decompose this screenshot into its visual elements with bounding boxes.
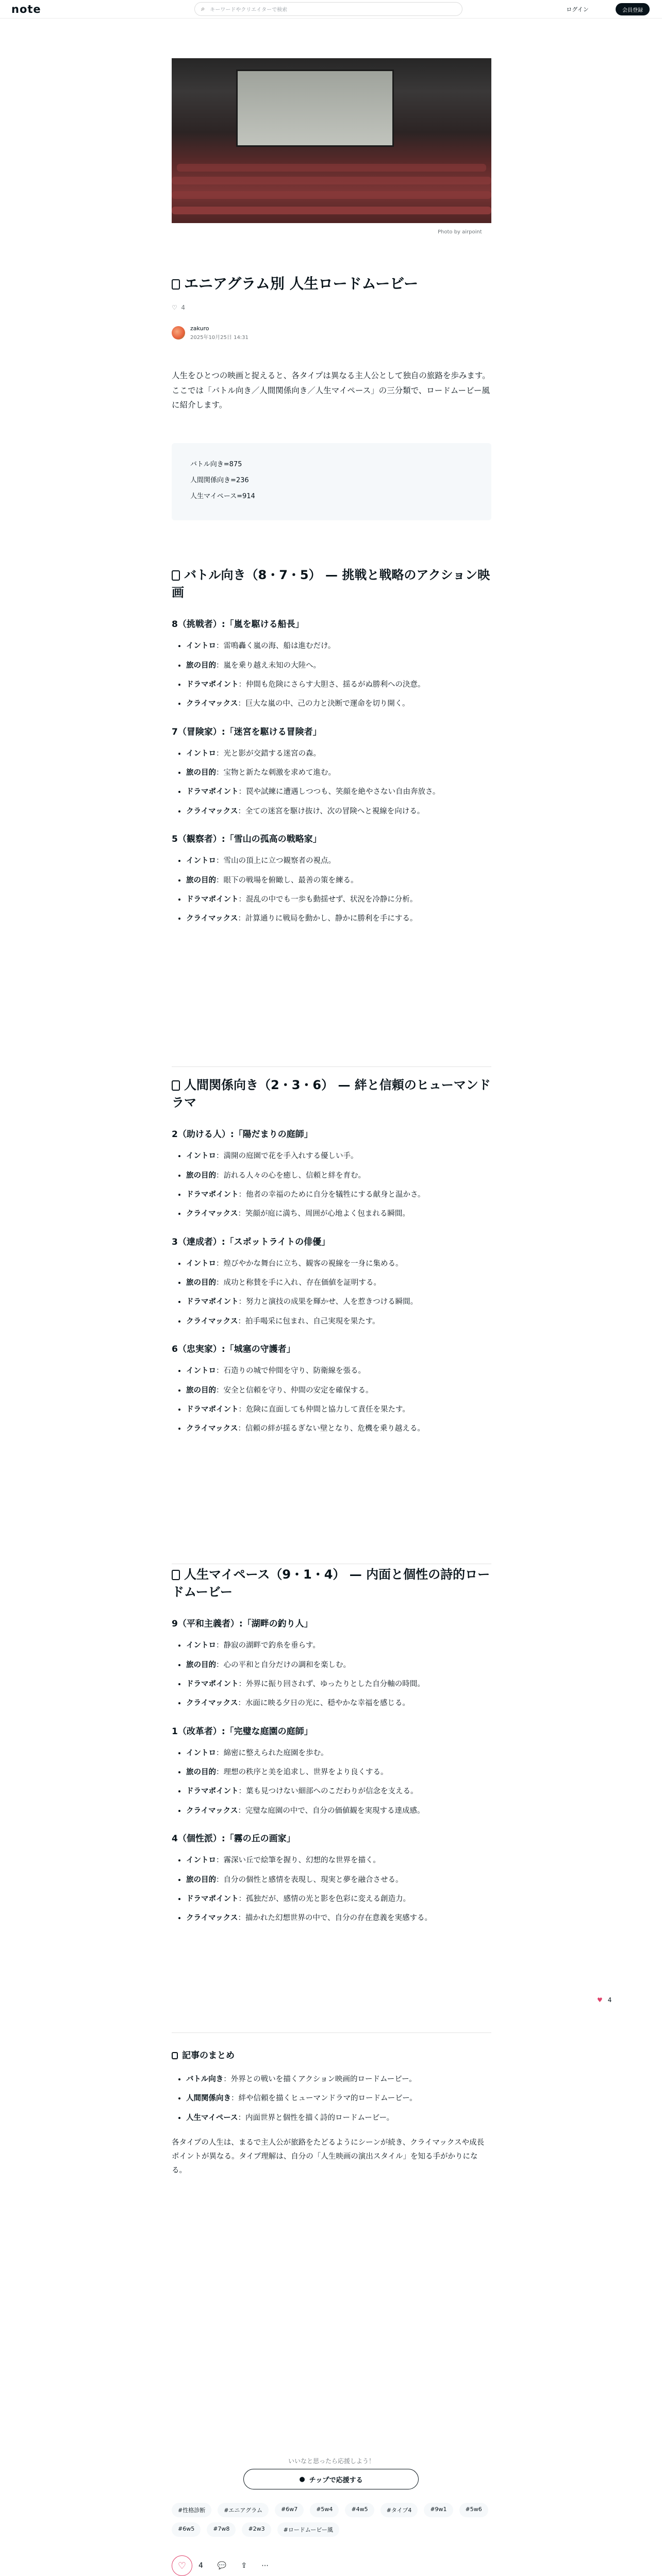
list-item: • クライマックス：計算通りに戦局を動かし、静かに勝利を手にする。 [186, 912, 491, 925]
search-input[interactable] [194, 2, 462, 16]
tip-button[interactable]: ● チップで応援する [243, 2469, 419, 2489]
type-heading: 5（観察者）:「雪山の孤高の戦略家」 [172, 834, 322, 845]
tag-chip[interactable]: #5w6 [459, 2503, 488, 2517]
type-heading: 3（達成者）:「スポットライトの俳優」 [172, 1236, 330, 1247]
article-icon [172, 279, 180, 290]
note-logo[interactable]: note [11, 3, 41, 15]
list-item: • 旅の目的：眼下の戦場を俯瞰し、最善の策を練る。 [186, 874, 491, 887]
action-bar [172, 2555, 491, 2576]
signup-button[interactable]: 会員登録 [616, 3, 650, 15]
section-relationship [172, 1077, 491, 1449]
tip-icon: ● [299, 2475, 305, 2483]
list-item: • クライマックス：完璧な庭園の中で、自分の価値観を実現する達成感。 [186, 1805, 491, 1818]
section-heading: バトル向き（8・7・5） — 挑戦と戦略のアクション映画 [172, 568, 490, 600]
photo-credit: Photo by airpoint [438, 229, 482, 235]
tag-chip[interactable]: #7w8 [207, 2522, 236, 2537]
list-item: • 旅の目的：訪れる人々の心を癒し、信頼と絆を育む。 [186, 1170, 491, 1182]
list-item: • 人間関係向き：絆や信頼を描くヒューマンドラマ的ロードムービー。 [186, 2092, 491, 2105]
author-name[interactable]: zakuro [190, 325, 209, 332]
list-item: • イントロ：綿密に整えられた庭園を歩む。 [186, 1747, 491, 1760]
list-item: • 旅の目的：安全と信頼を守り、仲間の安定を確保する。 [186, 1384, 491, 1397]
heart-icon[interactable]: ♥ [597, 1996, 603, 2004]
list-item: • イントロ：静寂の湖畔で釣糸を垂らす。 [186, 1639, 491, 1652]
list-item: • 旅の目的：自分の個性と感情を表現し、現実と夢を融合させる。 [186, 1874, 491, 1887]
list-item: • ドラマポイント：罠や試練に遭遇しつつも、笑顔を絶やさない自由奔放さ。 [186, 786, 491, 799]
type-heading: 1（改革者）:「完璧な庭園の庭師」 [172, 1726, 313, 1737]
list-item: • クライマックス：巨大な嵐の中、己の力と決断で運命を切り開く。 [186, 698, 491, 710]
list-item: • ドラマポイント：混乱の中でも一歩も動揺せず、状況を冷静に分析。 [186, 893, 491, 906]
type-heading: 6（忠実家）:「城塞の守護者」 [172, 1344, 295, 1355]
list-item: • 旅の目的：宝物と新たな刺激を求めて進む。 [186, 767, 491, 779]
list-item: • ドラマポイント：葉も見つけない細部へのこだわりが信念を支える。 [186, 1785, 491, 1798]
divider [172, 2032, 491, 2033]
section-heading: 人生マイペース（9・1・4） — 内面と個性の詩的ロードムービー [172, 1567, 490, 1599]
list-item: • クライマックス：描かれた幻想世界の中で、自分の存在意義を実感する。 [186, 1912, 491, 1925]
list-item: • イントロ：煌びやかな舞台に立ち、観客の視線を一身に集める。 [186, 1258, 491, 1270]
list-item: • ドラマポイント：努力と演技の成果を輝かせ、人を惹きつける瞬間。 [186, 1296, 491, 1309]
type-heading: 7（冒険家）:「迷宮を駆ける冒険者」 [172, 726, 322, 737]
tag-chip[interactable]: #エニアグラム [218, 2503, 269, 2517]
list-item: • クライマックス：水面に映る夕日の光に、穏やかな幸福を感じる。 [186, 1697, 491, 1710]
avatar[interactable] [172, 326, 185, 340]
list-item: • クライマックス：笑顔が庭に満ち、周囲が心地よく包まれる瞬間。 [186, 1208, 491, 1221]
summary-line: 人間関係向き=236 [190, 477, 249, 485]
list-item: • ドラマポイント：他者の幸福のために自分を犠牲にする献身と温かさ。 [186, 1189, 491, 1201]
tag-chip[interactable]: #5w4 [310, 2503, 339, 2517]
type-heading: 4（個性派）:「霧の丘の画家」 [172, 1834, 295, 1844]
list-item: • イントロ：石造りの城で仲間を守り、防衛線を張る。 [186, 1365, 491, 1378]
list-item: • ドラマポイント：外界に振り回されず、ゆったりとした自分軸の時間。 [186, 1678, 491, 1691]
tag-chip[interactable]: #2w3 [242, 2522, 271, 2537]
list-item: • 人生マイペース：内面世界と個性を描く詩的ロードムービー。 [186, 2112, 491, 2125]
publish-date: 2025年10月25日 14:31 [190, 335, 249, 341]
matome-closing: 各タイプの人生は、まるで主人公が旅路をたどるようにシーンが続き、クライマックスや成長ポイントが異なる。タイプ理解は、自分の「人生映画の演出スタイル」を知る手がかりになる。 [172, 2139, 485, 2175]
type-heading: 2（助ける人）:「陽だまりの庭師」 [172, 1129, 313, 1140]
summary-line: バトル向き=875 [190, 461, 242, 468]
list-item: • ドラマポイント：仲間も危険にさらす大胆さ、揺るがぬ勝利への決意。 [186, 679, 491, 691]
list-item: • 旅の目的：成功と称賛を手に入れ、存在価値を証明する。 [186, 1277, 491, 1290]
tag-chip[interactable]: #タイプ4 [380, 2503, 418, 2517]
section-battle [172, 567, 491, 939]
top-bar [0, 0, 662, 19]
hero-image [172, 58, 491, 223]
like-button[interactable]: ♡ [172, 2555, 192, 2576]
list-item: • ドラマポイント：孤独だが、感情の光と影を色彩に変える創造力。 [186, 1893, 491, 1906]
list-item: • バトル向き：外界との戦いを描くアクション映画的ロードムービー。 [186, 2073, 491, 2086]
list-item: • 旅の目的：理想の秩序と美を追求し、世界をより良くする。 [186, 1766, 491, 1779]
support-prompt: いいなと思ったら応援しよう！ [288, 2458, 375, 2465]
section-heading: 人間関係向き（2・3・6） — 絆と信頼のヒューマンドラマ [172, 1078, 491, 1110]
more-icon[interactable]: ⋯ [261, 2562, 269, 2570]
comment-icon[interactable]: 💬 [217, 2562, 227, 2570]
matome-heading: 記事のまとめ [172, 2048, 491, 2061]
summary-line: 人生マイペース=914 [190, 493, 255, 501]
divider [172, 1066, 491, 1067]
summary-box [172, 443, 491, 520]
section-mypace [172, 1566, 491, 1939]
type-heading: 9（平和主義者）:「湖畔の釣り人」 [172, 1619, 313, 1630]
tag-chip[interactable]: #9w1 [424, 2503, 453, 2517]
tag-chip[interactable]: #6w7 [275, 2503, 304, 2517]
list-item: • クライマックス：全ての迷宮を駆け抜け、次の冒険へと視線を向ける。 [186, 805, 491, 818]
like-count: 4 [198, 2562, 203, 2570]
author-block[interactable] [172, 323, 249, 343]
floating-like[interactable] [597, 1996, 611, 2004]
share-icon[interactable]: ⇪ [241, 2562, 247, 2570]
list-item: • ドラマポイント：危険に直面しても仲間と協力して責任を果たす。 [186, 1403, 491, 1416]
list-item: • クライマックス：信頼の絆が揺るぎない壁となり、危機を乗り越える。 [186, 1422, 491, 1435]
tag-chip[interactable]: #性格診断 [172, 2503, 211, 2517]
tag-list [172, 2503, 491, 2537]
article-title: エニアグラム別 人生ロードムービー [172, 275, 491, 293]
tag-chip[interactable]: #4w5 [345, 2503, 374, 2517]
list-item: • イントロ：霧深い丘で絵筆を握り、幻想的な世界を描く。 [186, 1854, 491, 1867]
intro-paragraph: 人生をひとつの映画と捉えると、各タイプは異なる主人公として独自の旅路を歩みます。ここでは「バトル向き／人間関係向き／人生マイペース」の三分類で、ロードムービー風に紹介します。 [172, 371, 490, 410]
list-item: • イントロ：満開の庭園で花を手入れする優しい手。 [186, 1150, 491, 1163]
list-item: • クライマックス：拍手喝采に包まれ、自己実現を果たす。 [186, 1315, 491, 1328]
type-heading: 8（挑戦者）:「嵐を駆ける船長」 [172, 619, 304, 630]
search-placeholder: キーワードやクリエイターで検索 [210, 7, 288, 13]
tag-chip[interactable]: #ロードムービー風 [277, 2522, 339, 2537]
login-button[interactable]: ログイン [566, 6, 589, 13]
search-icon: ⌕ [201, 5, 205, 13]
tag-chip[interactable]: #6w5 [172, 2522, 201, 2537]
matome-section [172, 2048, 491, 2178]
list-item: • イントロ：雪山の頂上に立つ観察者の視点。 [186, 855, 491, 868]
list-item: • 旅の目的：心の平和と自分だけの調和を楽しむ。 [186, 1659, 491, 1672]
floating-like-count: 4 [607, 1996, 612, 2004]
cinema-screen [236, 70, 394, 147]
like-count-top: ♡ 4 [172, 304, 186, 311]
list-item: • 旅の目的：嵐を乗り越え未知の大陸へ。 [186, 659, 491, 672]
list-item: • イントロ：光と影が交錯する迷宮の森。 [186, 748, 491, 760]
list-item: • イントロ：雷鳴轟く嵐の海、船は進むだけ。 [186, 640, 491, 653]
